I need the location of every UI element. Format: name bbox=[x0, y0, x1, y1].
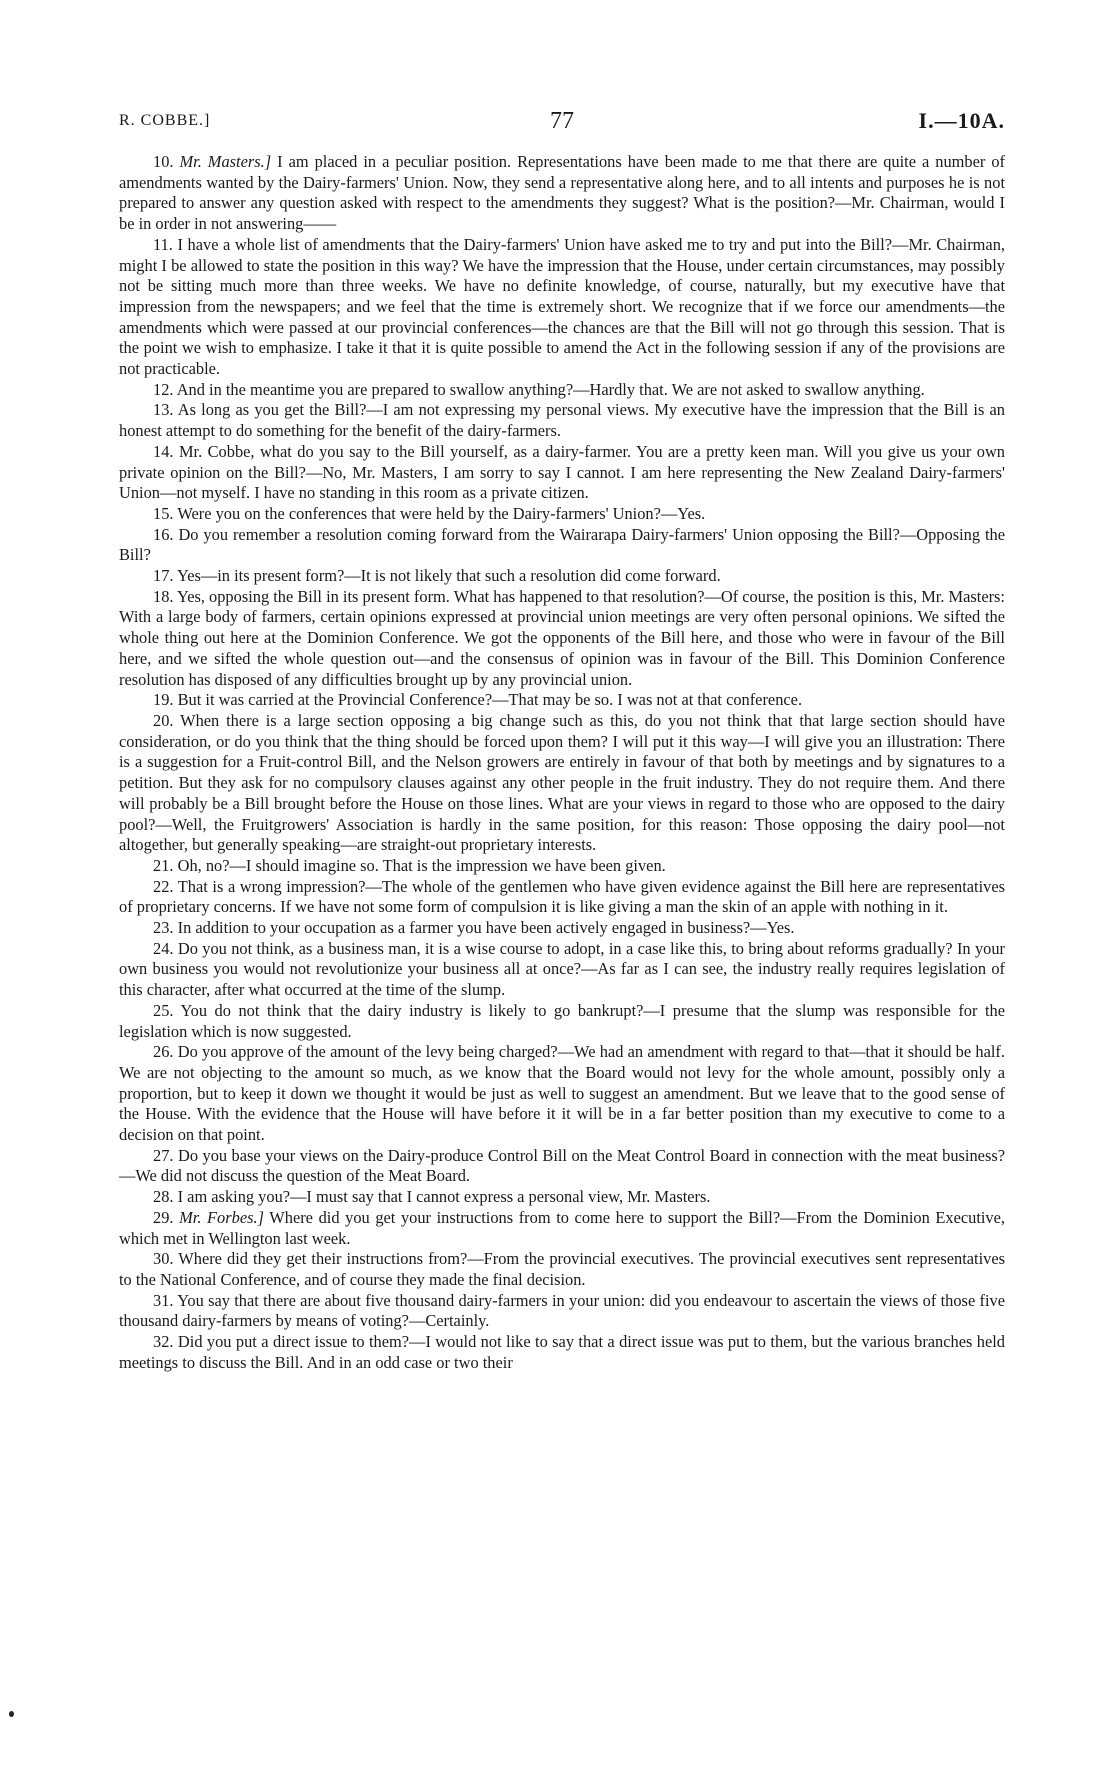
question-paragraph bbox=[119, 1208, 1005, 1249]
question-paragraph bbox=[119, 711, 1005, 856]
question-paragraph bbox=[119, 1332, 1005, 1373]
question-text: Mr. Cobbe, what do you say to the Bill yourself, as a dairy-farmer. You are a pretty keen man. Will you give us your own private opinion on the Bill?—No, Mr. Masters, I am sorry to say I cannot. I am here representing the New Zealand Dairy-farmers' Union—not myself. I have no standing in this room as a private citizen. bbox=[119, 441, 1005, 503]
question-text: I am asking you?—I must say that I cannot express a personal view, Mr. Masters. bbox=[177, 1187, 711, 1207]
question-paragraph bbox=[119, 152, 1005, 235]
question-paragraph bbox=[119, 918, 1005, 939]
question-number: 31. bbox=[153, 1290, 174, 1310]
question-number: 26. bbox=[153, 1042, 174, 1062]
question-number: 27. bbox=[153, 1145, 174, 1165]
question-number: 23. bbox=[153, 918, 174, 938]
question-number: 10. bbox=[153, 152, 174, 171]
question-number: 20. bbox=[153, 710, 174, 730]
header-witness-name: R. COBBE.] bbox=[119, 112, 211, 129]
question-paragraph bbox=[119, 566, 1005, 587]
question-paragraph bbox=[119, 442, 1005, 504]
question-number: 14. bbox=[153, 441, 174, 461]
question-text: Do you not think, as a business man, it is a wise course to adopt, in a case like this, to bring about reforms gradually? In your own business you would not revolutionize your business all at once?—As far as I can see, the industry really requires legislation of this character, after what occurred at the time of the slump. bbox=[119, 938, 1005, 1000]
question-text: When there is a large section opposing a big change such as this, do you not think that that large section should have consideration, or do you think that the thing should be forced upon them? I will put it this way—I will give you an illustration: There is a suggestion for a Fruit-control Bill, and the Nelson growers are entirely in favour of that both by meetings and by signatures to a petition. But they ask for no compulsory clauses against any other people in the fruit industry. They do not require them. And there will probably be a Bill brought before the House on those lines. What are your views in regard to those who are opposed to the dairy pool?—Well, the Fruitgrowers' Association is hardly in the same position, for this reason: Those opposing the dairy pool—not altogether, but generally speaking—are straight-out proprietary interests. bbox=[119, 710, 1005, 855]
page-header bbox=[119, 108, 1005, 138]
question-paragraph bbox=[119, 400, 1005, 441]
question-text: In addition to your occupation as a farmer you have been actively engaged in business?—Yes. bbox=[177, 918, 795, 938]
speaker-label: Mr. Masters.] bbox=[179, 152, 272, 171]
body-text bbox=[119, 152, 1005, 1373]
question-number: 25. bbox=[153, 1000, 174, 1020]
question-number: 19. bbox=[153, 690, 174, 710]
question-paragraph bbox=[119, 1146, 1005, 1187]
question-paragraph bbox=[119, 504, 1005, 525]
question-number: 16. bbox=[153, 524, 174, 544]
question-number: 30. bbox=[153, 1249, 174, 1269]
question-number: 28. bbox=[153, 1187, 174, 1207]
question-paragraph bbox=[119, 235, 1005, 380]
document-reference: I.—10A. bbox=[918, 108, 1005, 133]
page-number: 77 bbox=[550, 108, 574, 134]
question-number: 21. bbox=[153, 855, 174, 875]
question-paragraph bbox=[119, 1249, 1005, 1290]
question-number: 15. bbox=[153, 503, 174, 523]
question-number: 17. bbox=[153, 566, 174, 586]
question-paragraph bbox=[119, 856, 1005, 877]
question-text: Did you put a direct issue to them?—I would not like to say that a direct issue was put to them, but the various branches held meetings to discuss the Bill. And in an odd case or two their bbox=[119, 1332, 1005, 1372]
question-text: Where did they get their instructions from?—From the provincial executives. The provincial executives sent representatives to the National Conference, and of course they made the final decision. bbox=[119, 1249, 1005, 1289]
question-paragraph bbox=[119, 939, 1005, 1001]
question-number: 22. bbox=[153, 876, 174, 896]
question-number: 11. bbox=[153, 234, 173, 254]
question-paragraph bbox=[119, 690, 1005, 711]
speaker-label: Mr. Forbes.] bbox=[179, 1207, 264, 1227]
question-text: That is a wrong impression?—The whole of the gentlemen who have given evidence against the Bill here are representatives of proprietary concerns. If we have not some form of compulsion it is like giving a man the skin of an apple with nothing in it. bbox=[119, 876, 1005, 917]
question-text: Do you base your views on the Dairy-produce Control Bill on the Meat Control Board in connection with the meat business?—We did not discuss the question of the Meat Board. bbox=[119, 1145, 1005, 1186]
question-number: 13. bbox=[153, 400, 174, 420]
question-text: Oh, no?—I should imagine so. That is the impression we have been given. bbox=[177, 855, 666, 875]
question-text: Do you remember a resolution coming forward from the Wairarapa Dairy-farmers' Union opposing the Bill?—Opposing the Bill? bbox=[119, 524, 1005, 565]
question-text: You do not think that the dairy industry is likely to go bankrupt?—I presume that the slump was responsible for the legislation which is now suggested. bbox=[119, 1000, 1005, 1041]
question-paragraph bbox=[119, 587, 1005, 691]
question-text: But it was carried at the Provincial Conference?—That may be so. I was not at that conference. bbox=[177, 690, 803, 710]
question-number: 12. bbox=[153, 379, 174, 399]
question-text: You say that there are about five thousand dairy-farmers in your union: did you endeavour to ascertain the views of those five thousand dairy-farmers by means of voting?—Certainly. bbox=[119, 1290, 1005, 1331]
question-paragraph bbox=[119, 380, 1005, 401]
question-text: Yes, opposing the Bill in its present form. What has happened to that resolution?—Of course, the position is this, Mr. Masters: With a large body of farmers, certain opinions expressed at provincial union meetings are very often personal opinions. We sifted the whole thing out here at the Dominion Conference. We got the opponents of the Bill here, and those who were in favour of the Bill here, and we sifted the whole question out—and the consensus of opinion was in favour of the Bill. This Dominion Conference resolution has disposed of any difficulties brought up by any provincial union. bbox=[119, 586, 1005, 689]
question-text: I am placed in a peculiar position. Representations have been made to me that there are quite a number of amendments wanted by the Dairy-farmers' Union. Now, they send a representative along here, and to all intents and purposes he is not prepared to answer any question asked with respect to the amendments they suggest? What is the position?—Mr. Chairman, would I be in order in not answering—— bbox=[119, 152, 1005, 234]
question-paragraph bbox=[119, 1042, 1005, 1146]
question-paragraph bbox=[119, 1187, 1005, 1208]
question-text: And in the meantime you are prepared to swallow anything?—Hardly that. We are not asked to swallow anything. bbox=[176, 379, 925, 399]
question-text: I have a whole list of amendments that the Dairy-farmers' Union have asked me to try and put into the Bill?—Mr. Chairman, might I be allowed to state the position in this way? We have the impression that the House, under certain circumstances, may possibly not be sitting much more than three weeks. We have no definite knowledge, of course, naturally, but my executive have that impression from the newspapers; and we feel that the time is extremely short. We recognize that if we force our amendments—the amendments which were passed at our provincial conferences—the chances are that the Bill will not go through this session. That is the point we wish to emphasize. I take it that it is quite possible to amend the Act in the following session if any of the provisions are not practicable. bbox=[119, 234, 1005, 379]
question-paragraph bbox=[119, 1291, 1005, 1332]
question-text: Do you approve of the amount of the levy being charged?—We had an amendment with regard to that—that it should be half. We are not objecting to the amount so much, as we know that the Board would not levy for the whole amount, possibly only a proportion, but to keep it down we thought it would be just as well to suggest an amendment. But we leave that to the good sense of the House. With the evidence that the House will have before it it will be in a far better position than my executive to come to a decision on that point. bbox=[119, 1042, 1005, 1145]
question-paragraph bbox=[119, 1001, 1005, 1042]
question-text: Where did you get your instructions from to come here to support the Bill?—From the Dominion Executive, which met in Wellington last week. bbox=[119, 1207, 1006, 1248]
question-number: 32. bbox=[153, 1332, 174, 1352]
question-text: Were you on the conferences that were held by the Dairy-farmers' Union?—Yes. bbox=[177, 503, 706, 523]
question-number: 18. bbox=[153, 586, 174, 606]
question-paragraph bbox=[119, 877, 1005, 918]
question-paragraph bbox=[119, 525, 1005, 566]
question-number: 24. bbox=[153, 938, 174, 958]
question-text: As long as you get the Bill?—I am not expressing my personal views. My executive have the impression that the Bill is an honest attempt to do something for the benefit of the dairy-farmers. bbox=[119, 400, 1005, 441]
question-text: Yes—in its present form?—It is not likely that such a resolution did come forward. bbox=[177, 566, 721, 586]
question-number: 29. bbox=[153, 1207, 174, 1227]
margin-mark bbox=[9, 1711, 14, 1717]
